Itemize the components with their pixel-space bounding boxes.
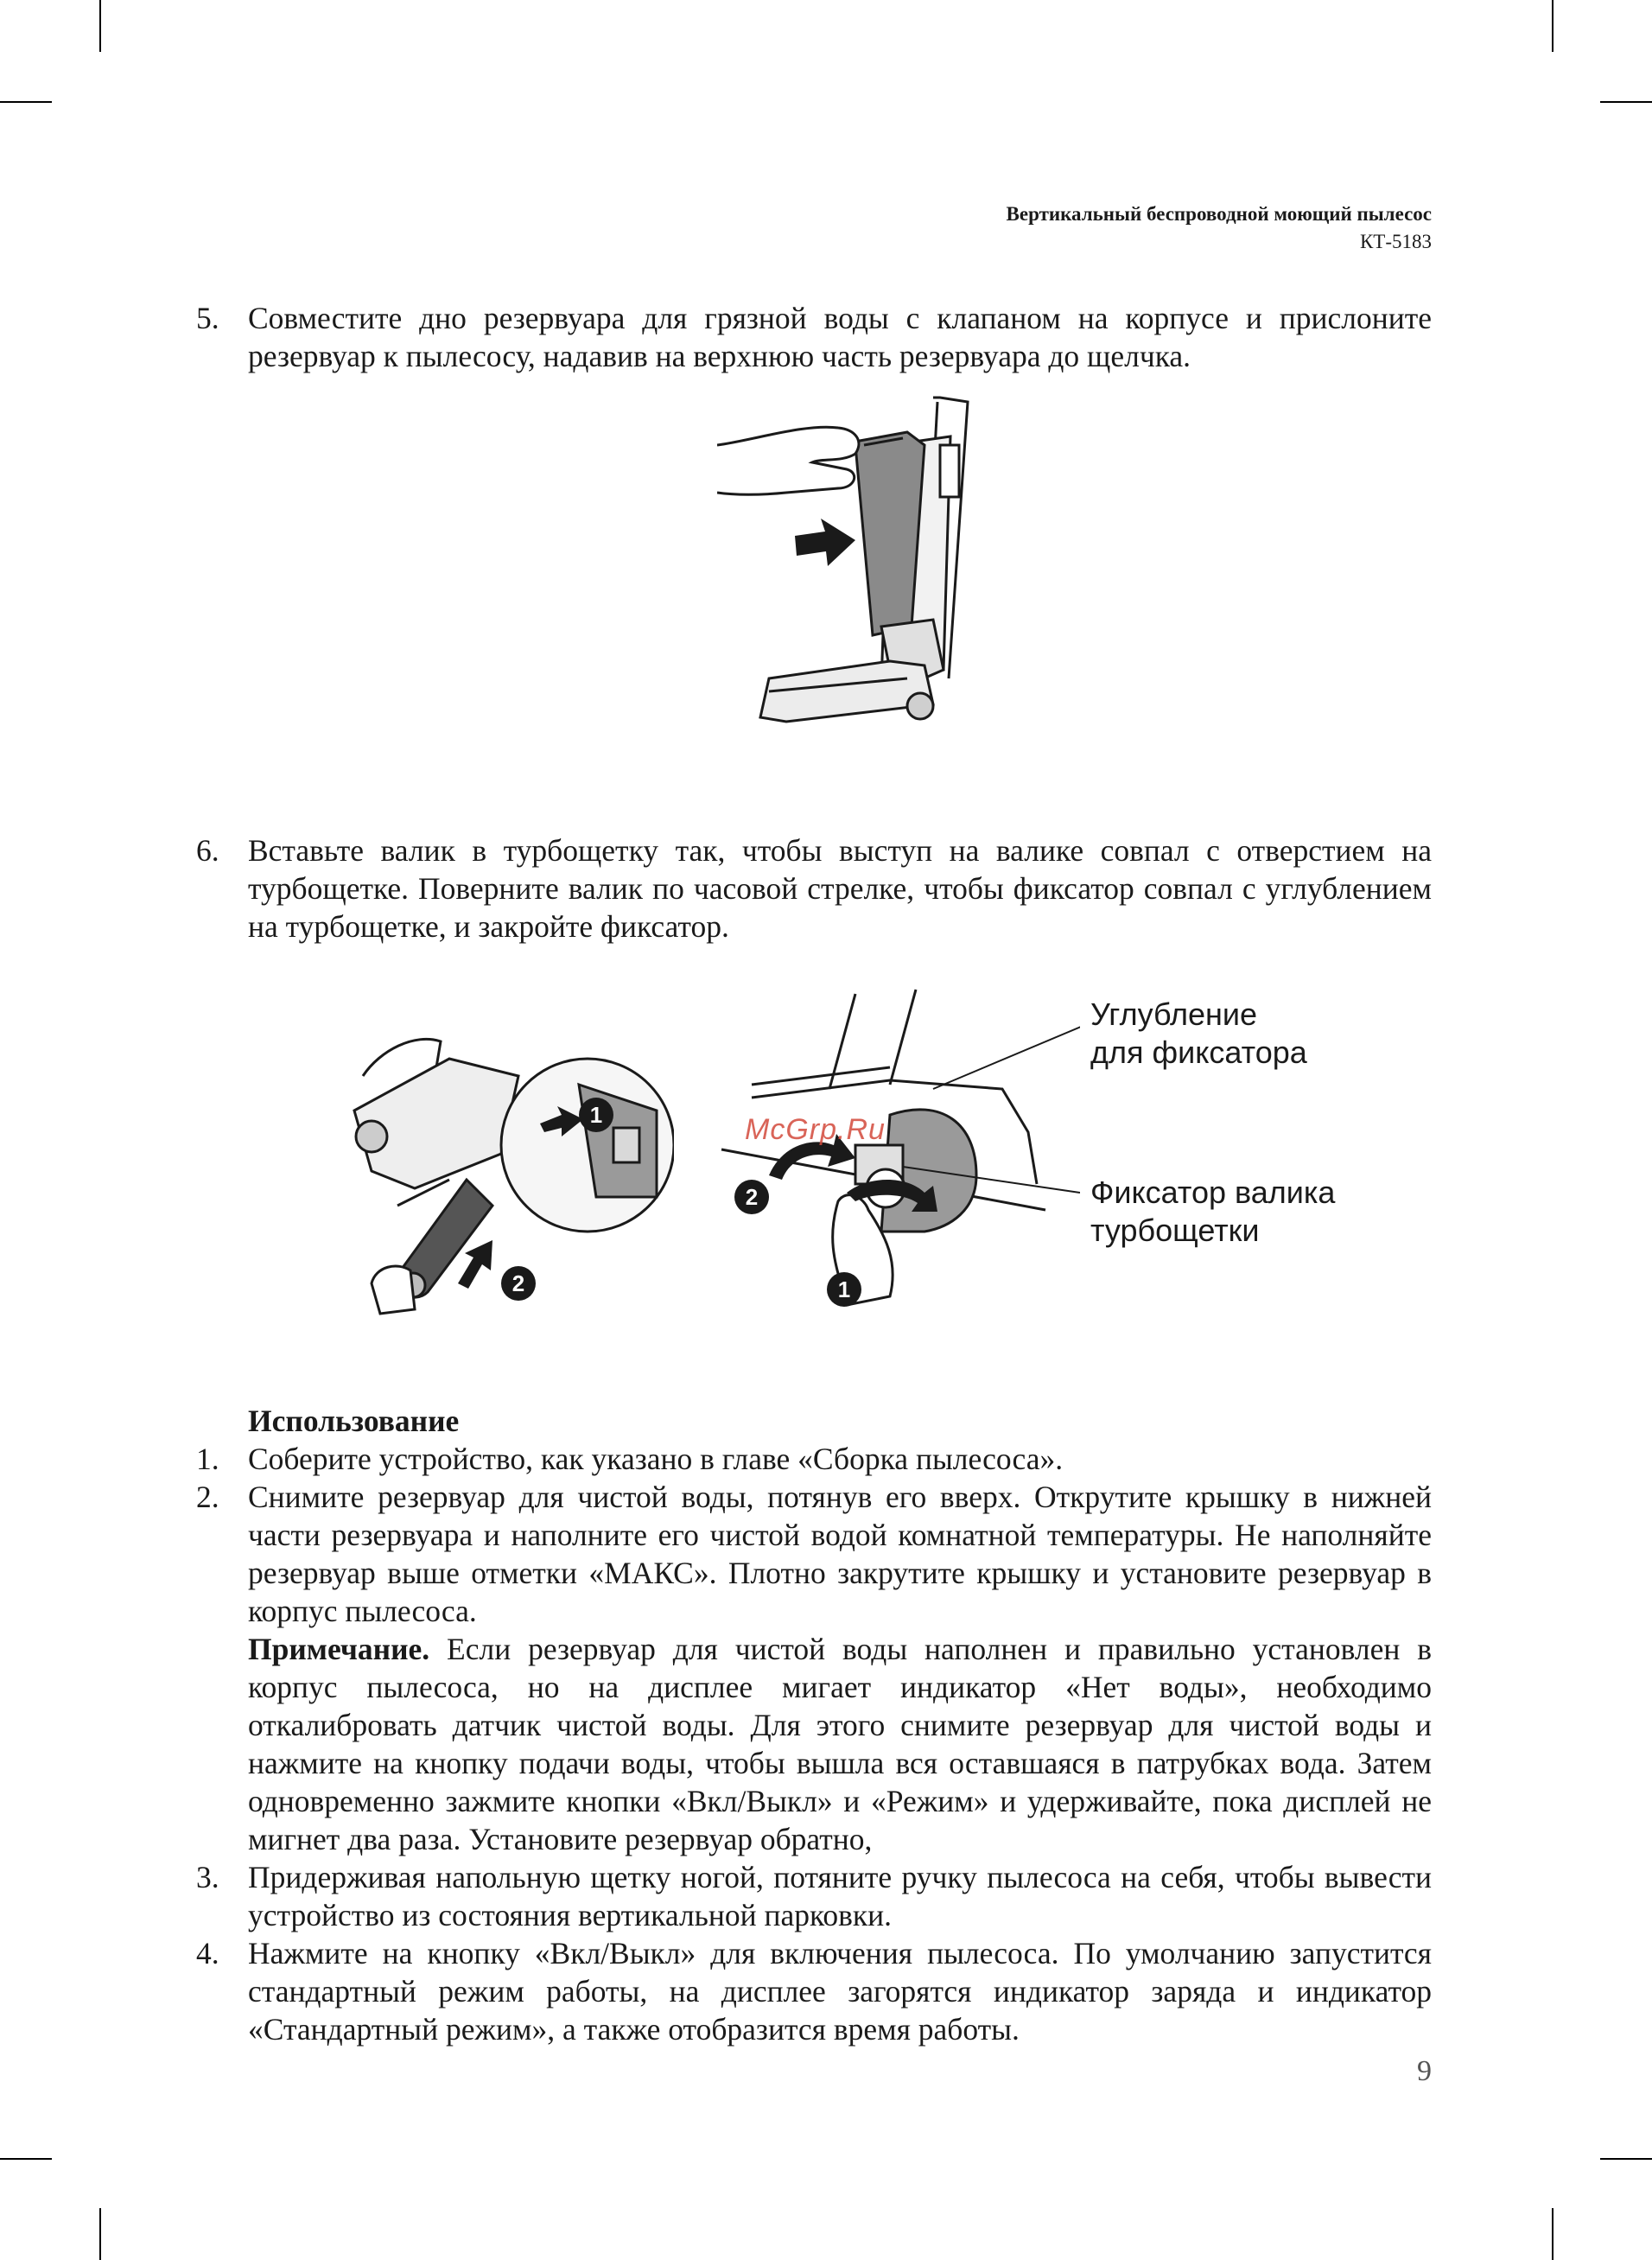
usage-item-4 — [196, 1934, 1432, 2048]
callout-recess-line1: Углубление — [1090, 996, 1258, 1032]
marker-1: 1 — [837, 1276, 851, 1302]
step-6-text: Вставьте валик в турбощетку так, чтобы выступ на валике совпал с отверстием на турбощетке. Поверните валик по часовой стрелке, чтобы фиксатор совпал с углублением на турбощетке, и закройте фиксатор. — [248, 833, 1432, 944]
header-title: Вертикальный беспроводной моющий пылесос — [1006, 203, 1432, 225]
callout-latch-line2: турбощетки — [1090, 1213, 1260, 1248]
usage-note — [248, 1630, 1432, 1858]
usage-item-number: 4. — [196, 1936, 219, 1970]
usage-item-number: 3. — [196, 1860, 219, 1894]
step-6 — [196, 831, 1432, 945]
usage-item-text: Снимите резервуар для чистой воды, потянув его вверх. Открутите крышку в нижней части резервуара и наполните его чистой водой комнатной температуры. Не наполняйте резервуар выше отметки «МАКС». Плотно закрутите крышку и установите резервуар в корпус пылесоса. — [248, 1480, 1432, 1628]
step-5 — [196, 299, 1432, 375]
crop-mark — [99, 0, 101, 52]
crop-mark — [99, 2208, 101, 2260]
callout-latch-line1: Фиксатор валика — [1090, 1175, 1336, 1210]
step-5-number: 5. — [196, 301, 219, 335]
marker-2: 2 — [511, 1270, 525, 1296]
roller-insert-illustration — [346, 1024, 674, 1318]
crop-mark — [1600, 101, 1652, 103]
usage-item-2 — [196, 1478, 1432, 1858]
note-label: Примечание. — [248, 1632, 430, 1666]
usage-heading: Использование — [248, 1404, 460, 1438]
page-number: 9 — [1417, 2055, 1432, 2087]
crop-mark — [1552, 0, 1554, 52]
header-model: КТ-5183 — [1359, 231, 1432, 252]
step-6-number: 6. — [196, 833, 219, 868]
marker-1: 1 — [589, 1102, 603, 1128]
usage-item-text: Соберите устройство, как указано в главе «Сборка пылесоса». — [248, 1442, 1064, 1476]
vacuum-tank-illustration — [717, 393, 1045, 735]
usage-item-3 — [196, 1858, 1432, 1934]
note-text: Если резервуар для чистой воды наполнен и правильно установлен в корпус пылесоса, но на дисплее мигает индикатор «Нет воды», необходимо откалибровать датчик чистой воды. Для этого снимите резервуар для чистой воды и нажмите на кнопку подачи воды, чтобы вышла вся оставшаяся в патрубках вода. Затем одновременно зажмите кнопки «Вкл/Выкл» и «Режим» и удерживайте, пока дисплей не мигнет два раза. Установите резервуар обратно, — [248, 1632, 1432, 1856]
watermark: McGrp.Ru — [745, 1113, 886, 1146]
crop-mark — [1552, 2208, 1554, 2260]
crop-mark — [1600, 2158, 1652, 2160]
usage-item-number: 2. — [196, 1480, 219, 1514]
callout-latch — [1090, 1174, 1335, 1250]
step-5-text: Совместите дно резервуара для грязной воды с клапаном на корпусе и прислоните резервуар к пылесосу, надавив на верхнюю часть резервуара до щелчка. — [248, 301, 1432, 373]
roller-lock-illustration — [717, 985, 1080, 1322]
callout-recess — [1090, 996, 1307, 1072]
running-header — [1007, 201, 1432, 256]
crop-mark — [0, 101, 52, 103]
crop-mark — [0, 2158, 52, 2160]
callout-recess-line2: для фиксатора — [1090, 1035, 1307, 1070]
usage-item-number: 1. — [196, 1442, 219, 1476]
usage-item-1 — [196, 1440, 1432, 1478]
usage-item-text: Нажмите на кнопку «Вкл/Выкл» для включения пылесоса. По умолчанию запустится стандартный режим работы, на дисплее загорятся индикатор заряда и индикатор «Стандартный режим», а также отобразится время работы. — [248, 1936, 1432, 2047]
marker-2: 2 — [745, 1184, 759, 1210]
usage-list — [196, 1440, 1432, 2048]
usage-item-text: Придерживая напольную щетку ногой, потяните ручку пылесоса на себя, чтобы вывести устройство из состояния вертикальной парковки. — [248, 1860, 1432, 1932]
